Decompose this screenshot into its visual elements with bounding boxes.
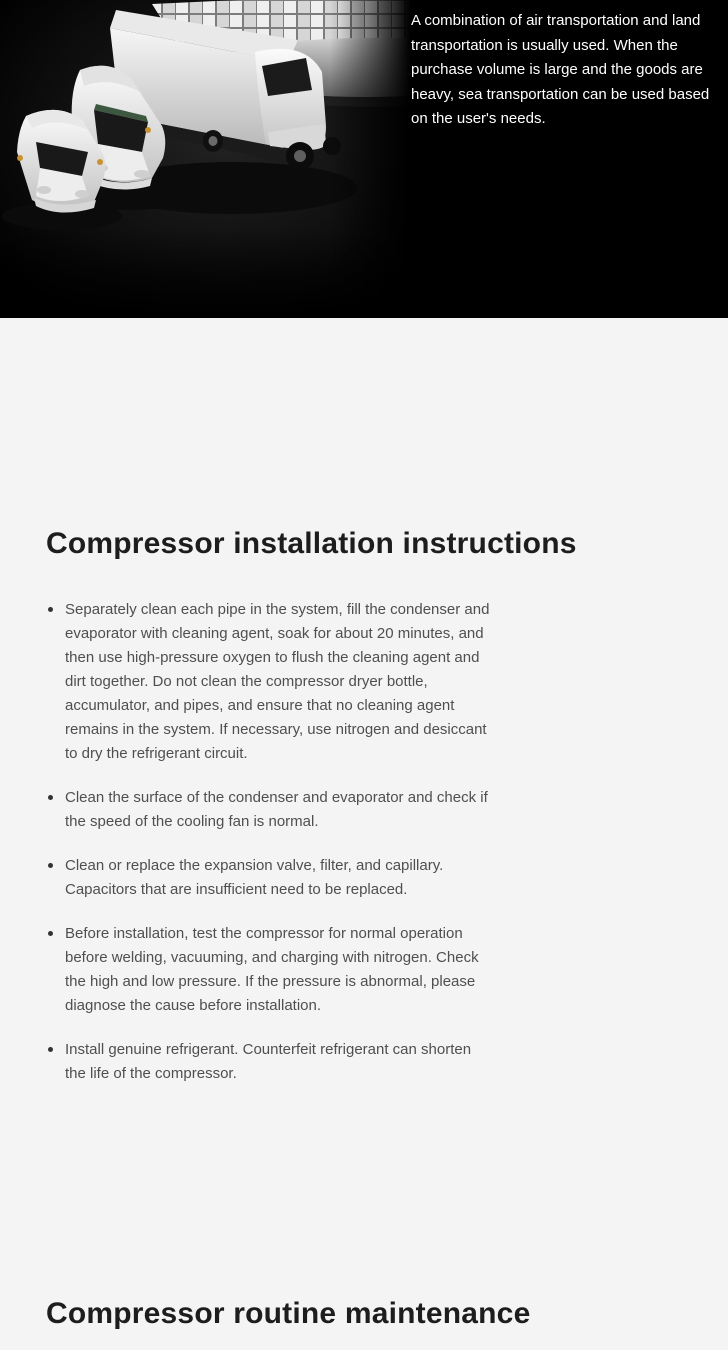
bullet-icon xyxy=(48,1047,53,1052)
list-item-text: Clean or replace the expansion valve, filter, and capillary. Capacitors that are insufficient need to be replaced. xyxy=(65,857,444,898)
list-item-text: Install genuine refrigerant. Counterfeit refrigerant can shorten the life of the compressor. xyxy=(65,1041,472,1082)
list-item xyxy=(46,854,496,902)
list-item-text: Clean the surface of the condenser and evaporator and check if the speed of the cooling fan is normal. xyxy=(65,789,488,830)
logistics-photo xyxy=(0,0,410,318)
bullet-icon xyxy=(48,863,53,868)
hero-section xyxy=(0,0,728,318)
list-item-text: Before installation, test the compressor for normal operation before welding, vacuuming, and charging with nitrogen. Check the high and low pressure. If the pressure is abnormal, please diagnose the cause before installation. xyxy=(65,925,479,1014)
bullet-icon xyxy=(48,607,53,612)
list-item xyxy=(46,786,496,834)
list-item xyxy=(46,598,496,766)
installation-title: Compressor installation instructions xyxy=(46,527,577,560)
maintenance-title: Compressor routine maintenance xyxy=(46,1297,531,1330)
bullet-icon xyxy=(48,931,53,936)
list-item xyxy=(46,1038,496,1086)
list-item xyxy=(46,922,496,1018)
hero-paragraph: A combination of air transportation and land transportation is usually used. When the purchase volume is large and the goods are heavy, sea transportation can be used based on the user's needs. xyxy=(411,12,710,127)
bullet-icon xyxy=(48,795,53,800)
list-item-text: Separately clean each pipe in the system, fill the condenser and evaporator with cleaning agent, soak for about 20 minutes, and then use high-pressure oxygen to flush the cleaning agent and dirt together. Do not clean the compressor dryer bottle, accumulator, and pipes, and ensure that no cleaning agent remains in the system. If necessary, use nitrogen and desiccant to dry the refrigerant circuit. xyxy=(65,601,490,762)
installation-list xyxy=(46,598,496,1086)
